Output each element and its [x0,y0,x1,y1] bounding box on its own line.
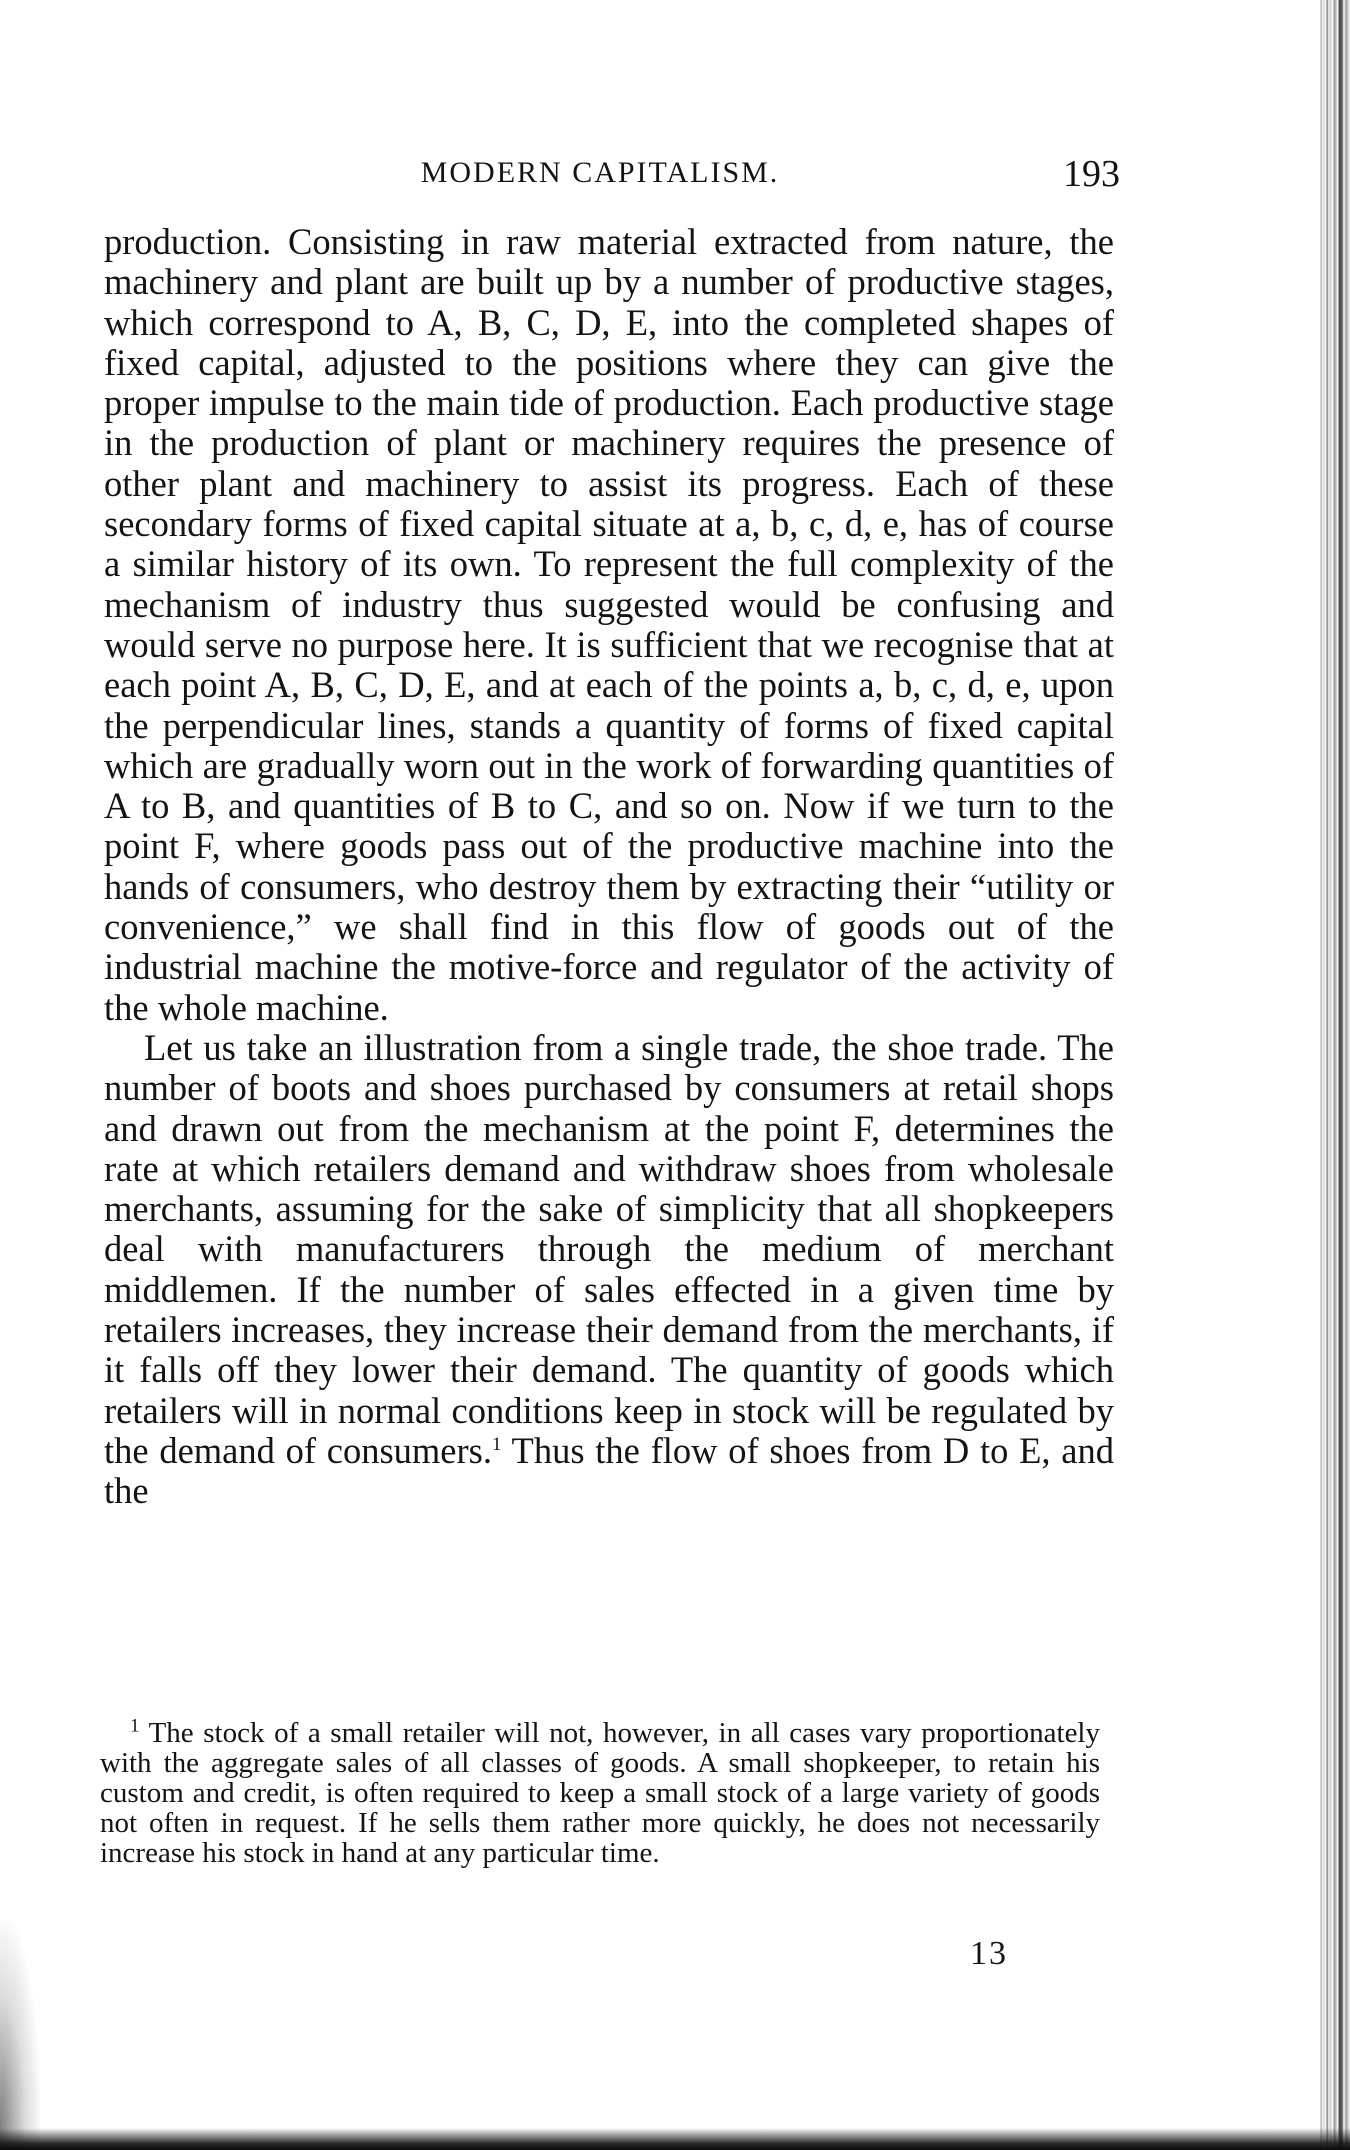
running-head [100,152,1120,196]
paragraph-2 [104,1028,1114,1512]
paragraph-2-tail: Thus the flow of shoes from D to E, and the [104,1429,1114,1512]
footnote-marker: 1 [130,1715,140,1737]
footnote-reference: 1 [491,1433,502,1455]
paragraph-1: production. Consisting in raw material extracted from nature, the machinery and plant are built up by a number of productive stages, which correspond to A, B, C, D, E, into the completed shapes of fixed capital, adjusted to the positions where they can give the proper impulse to the main tide of production. Each productive stage in the production of plant or machinery requires the presence of other plant and machinery to assist its progress. Each of these secondary forms of fixed capital situate at a, b, c, d, e, has of course a similar history of its own. To represent the full complexity of the mechanism of industry thus suggested would be confusing and would serve no purpose here. It is sufficient that we recognise that at each point A, B, C, D, E, and at each of the points a, b, c, d, e, upon the perpendicular lines, stands a quantity of forms of fixed capital which are gradually worn out in the work of forwarding quantities of A to B, and quantities of B to C, and so on. Now if we turn to the point F, where goods pass out of the productive machine into the hands of consumers, who destroy them by extracting their “utility or convenience,” we shall find in this flow of goods out of the industrial machine the motive-force and regulator of the activity of the whole machine. [104,221,1114,1028]
footnote-text: The stock of a small retailer will not, however, in all cases vary proportionately with the aggregate sales of all classes of goods. A small shopkeeper, to retain his custom and credit, is often required to keep a small stock of a large variety of goods not often in request. If he sells them rather more quickly, he does not necessarily increase his stock in hand at any particular time. [100,1717,1100,1869]
paragraph-2-text: Let us take an illustration from a single trade, the shoe trade. The number of boots and shoes purchased by consumers at retail shops and drawn out from the mechanism at the point F, determines the rate at which retailers demand and withdraw shoes from wholesale merchants, assuming for the sake of simplicity that all shopkeepers deal with manufacturers through the medium of merchant middlemen. If the number of sales effected in a given time by retailers increases, they increase their demand from the merchants, if it falls off they lower their demand. The quantity of goods which retailers will in normal conditions keep in stock will be regulated by the demand of consumers. [104,1026,1114,1471]
scan-binding-edge [1318,0,1350,2150]
running-title: MODERN CAPITALISM. [420,156,780,189]
scan-bottom-shadow [0,2128,1350,2150]
signature-mark: 13 [970,1935,1008,1972]
page-number: 193 [1063,153,1120,195]
scan-corner-smudge [0,1920,40,2150]
footnote [100,1715,1100,1869]
body-text [104,222,1114,1512]
